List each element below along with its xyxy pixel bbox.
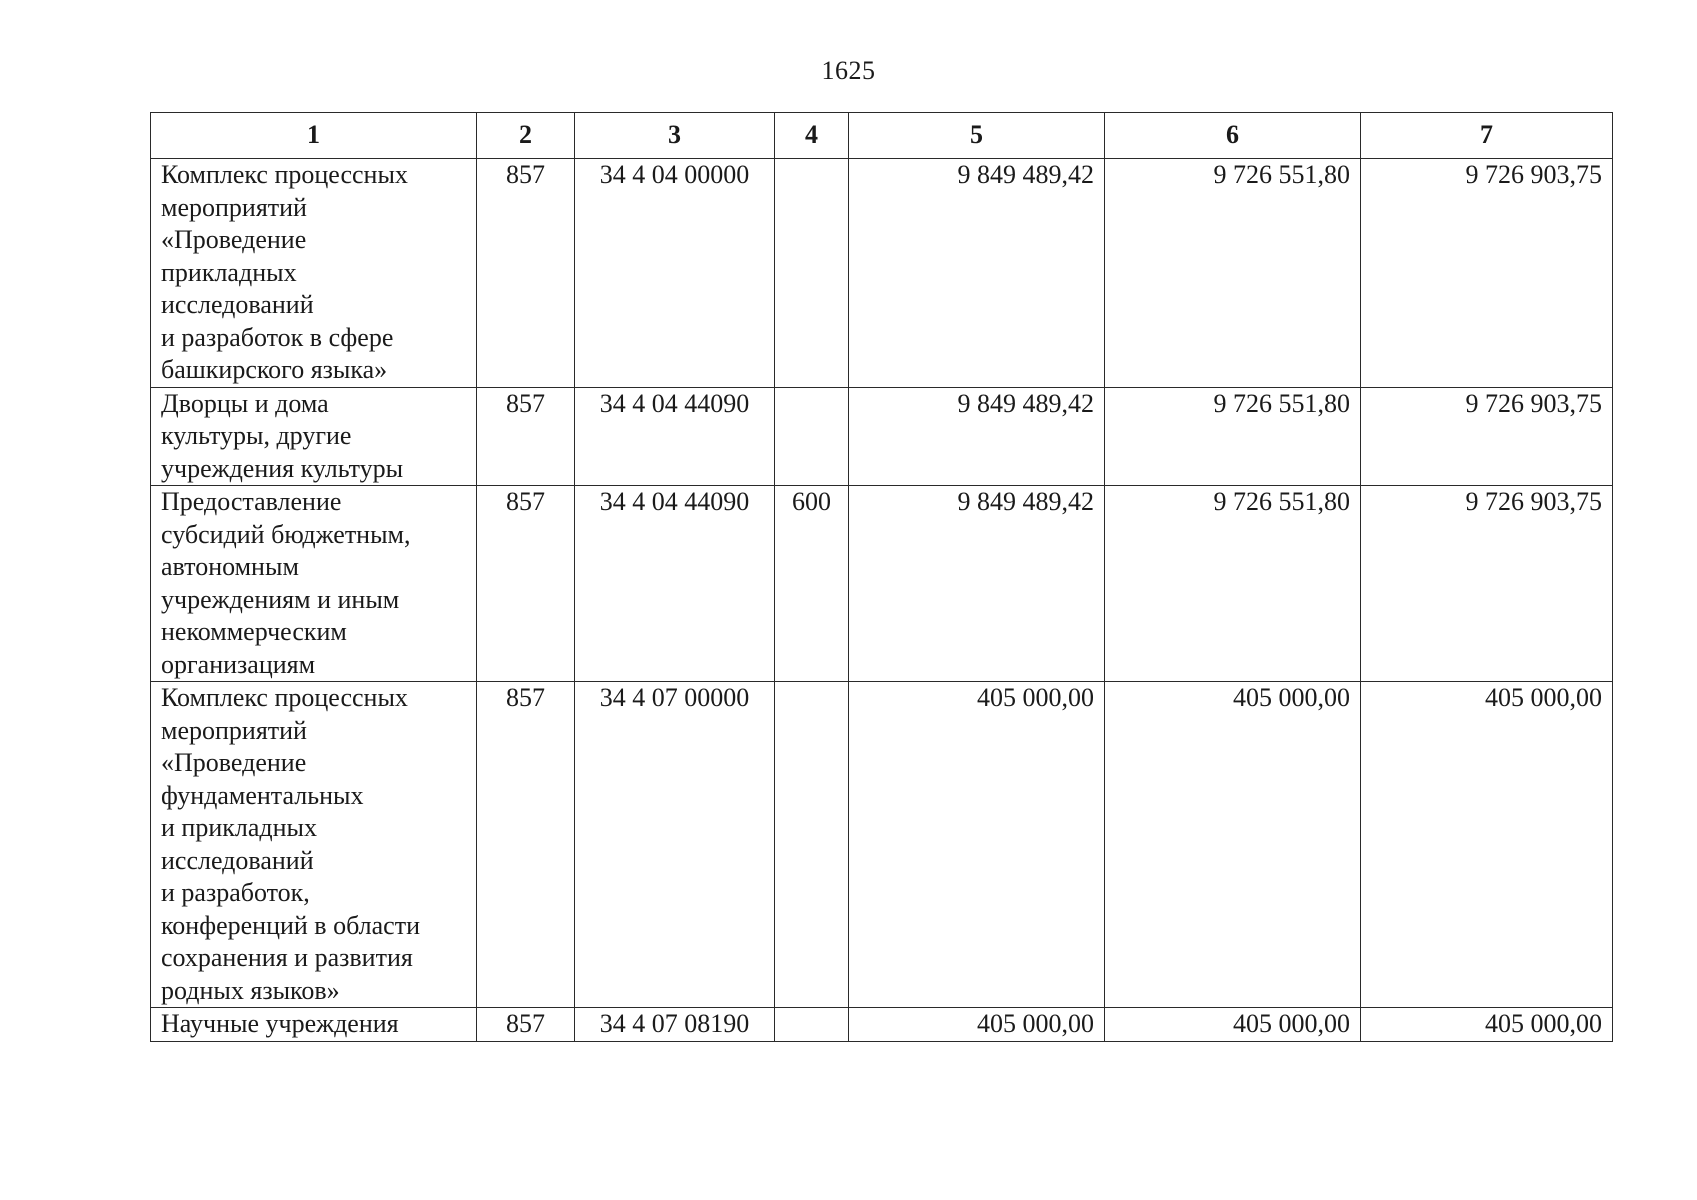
row-name-line: Научные учреждения xyxy=(161,1009,399,1038)
row-name-line: исследований xyxy=(161,290,314,319)
row-name-line: мероприятий xyxy=(161,192,307,222)
row-amount-cell: 9 726 903,75 xyxy=(1361,159,1613,388)
row-amount-cell: 9 849 489,42 xyxy=(849,387,1105,486)
row-amount-cell: 405 000,00 xyxy=(1361,1008,1613,1042)
row-name-line: исследований xyxy=(161,845,314,875)
row-name-cell xyxy=(151,159,477,388)
row-code-cell: 857 xyxy=(477,159,575,388)
row-amount-cell: 9 726 551,80 xyxy=(1105,159,1361,388)
row-code-cell: 857 xyxy=(477,486,575,682)
row-name-line: учреждения культуры xyxy=(161,453,404,483)
row-name-line: Комплекс процессных xyxy=(161,683,408,712)
row-name-line: «Проведение xyxy=(161,225,307,254)
table-row xyxy=(151,682,1613,1008)
row-name-line: автономным xyxy=(161,552,299,581)
row-name-line: учреждениям и иным xyxy=(161,584,400,614)
row-name-line: конференций в области xyxy=(161,910,420,940)
row-name-line: и разработок, xyxy=(161,878,310,907)
table-header-row xyxy=(151,113,1613,159)
row-amount-cell: 9 849 489,42 xyxy=(849,159,1105,388)
header-col-7: 7 xyxy=(1361,113,1613,159)
row-amount-cell: 405 000,00 xyxy=(849,1008,1105,1042)
row-name-cell xyxy=(151,387,477,486)
header-col-6: 6 xyxy=(1105,113,1361,159)
row-code-cell xyxy=(775,387,849,486)
row-amount-cell: 9 849 489,42 xyxy=(849,486,1105,682)
row-name-line: и прикладных xyxy=(161,813,317,842)
row-code-cell: 857 xyxy=(477,1008,575,1042)
row-amount-cell: 9 726 903,75 xyxy=(1361,387,1613,486)
table-row xyxy=(151,1008,1613,1042)
row-amount-cell: 9 726 551,80 xyxy=(1105,387,1361,486)
row-name-line: Комплекс процессных xyxy=(161,160,408,189)
header-col-4: 4 xyxy=(775,113,849,159)
row-code-cell: 34 4 04 44090 xyxy=(575,486,775,682)
row-name-line: организациям xyxy=(161,649,316,679)
header-col-3: 3 xyxy=(575,113,775,159)
row-amount-cell: 405 000,00 xyxy=(1105,682,1361,1008)
row-amount-cell: 9 726 903,75 xyxy=(1361,486,1613,682)
row-amount-cell: 405 000,00 xyxy=(849,682,1105,1008)
row-name-line: и разработок в сфере xyxy=(161,322,394,352)
row-amount-cell: 405 000,00 xyxy=(1361,682,1613,1008)
row-amount-cell: 405 000,00 xyxy=(1105,1008,1361,1042)
row-name-line: сохранения и развития xyxy=(161,943,413,972)
page-number: 1625 xyxy=(821,56,876,85)
row-name-line: Предоставление xyxy=(161,487,342,516)
row-code-cell: 34 4 07 08190 xyxy=(575,1008,775,1042)
header-col-5: 5 xyxy=(849,113,1105,159)
row-name-line: «Проведение xyxy=(161,748,307,777)
table-row xyxy=(151,486,1613,682)
row-name-line: культуры, другие xyxy=(161,421,352,450)
table-row xyxy=(151,159,1613,388)
row-name-line: субсидий бюджетным, xyxy=(161,519,411,549)
row-name-cell xyxy=(151,486,477,682)
row-name-line: фундаментальных xyxy=(161,780,364,810)
row-code-cell: 600 xyxy=(775,486,849,682)
row-code-cell xyxy=(775,1008,849,1042)
table-row xyxy=(151,387,1613,486)
row-amount-cell: 9 726 551,80 xyxy=(1105,486,1361,682)
budget-table xyxy=(150,112,1613,1042)
row-code-cell: 34 4 04 44090 xyxy=(575,387,775,486)
row-name-line: Дворцы и дома xyxy=(161,388,329,418)
row-code-cell xyxy=(775,159,849,388)
row-name-line: некоммерческим xyxy=(161,617,347,646)
header-col-2: 2 xyxy=(477,113,575,159)
row-code-cell: 34 4 07 00000 xyxy=(575,682,775,1008)
row-name-line: башкирского языка» xyxy=(161,355,388,384)
row-code-cell: 857 xyxy=(477,387,575,486)
header-col-1: 1 xyxy=(151,113,477,159)
row-name-line: родных языков» xyxy=(161,975,340,1005)
row-name-cell xyxy=(151,682,477,1008)
row-name-line: мероприятий xyxy=(161,715,307,745)
row-name-line: прикладных xyxy=(161,257,297,287)
row-code-cell xyxy=(775,682,849,1008)
row-code-cell: 34 4 04 00000 xyxy=(575,159,775,388)
row-name-cell xyxy=(151,1008,477,1042)
row-code-cell: 857 xyxy=(477,682,575,1008)
